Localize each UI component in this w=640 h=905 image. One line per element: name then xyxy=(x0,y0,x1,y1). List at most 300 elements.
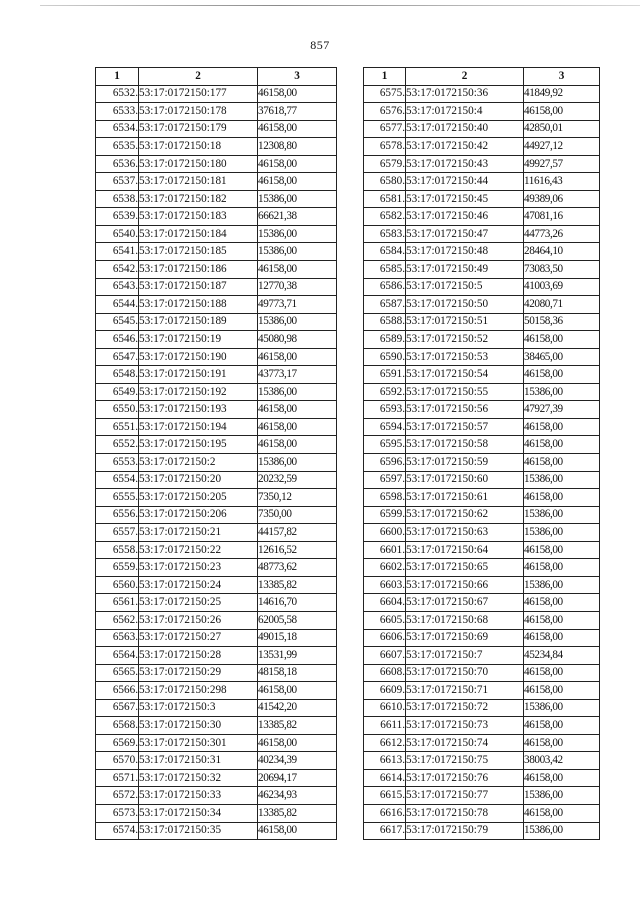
table-row xyxy=(96,331,337,349)
cadastral-value: 46158,00 xyxy=(524,769,600,787)
row-number: 6565. xyxy=(96,664,139,682)
row-number: 6574. xyxy=(96,822,139,840)
row-number: 6613. xyxy=(364,752,406,770)
cadastral-value: 13385,82 xyxy=(258,804,337,822)
cadastral-value: 41849,92 xyxy=(524,85,600,103)
cadastral-value: 47927,39 xyxy=(524,401,600,419)
row-number: 6585. xyxy=(364,261,406,279)
cadastral-number: 53:17:0172150:59 xyxy=(406,454,524,472)
cadastral-value: 46158,00 xyxy=(258,436,337,454)
left-table xyxy=(95,67,337,840)
cadastral-value: 15386,00 xyxy=(524,576,600,594)
table-row xyxy=(96,454,337,472)
cadastral-value: 44157,82 xyxy=(258,524,337,542)
table-row xyxy=(96,717,337,735)
table-row xyxy=(364,348,600,366)
cadastral-number: 53:17:0172150:29 xyxy=(139,664,258,682)
table-row xyxy=(364,717,600,735)
cadastral-number: 53:17:0172150:195 xyxy=(139,436,258,454)
cadastral-number: 53:17:0172150:25 xyxy=(139,594,258,612)
cadastral-number: 53:17:0172150:56 xyxy=(406,401,524,419)
table-row xyxy=(364,822,600,840)
cadastral-value: 15386,00 xyxy=(258,243,337,261)
cadastral-number: 53:17:0172150:177 xyxy=(139,85,258,103)
cadastral-number: 53:17:0172150:65 xyxy=(406,559,524,577)
table-row xyxy=(364,383,600,401)
row-number: 6572. xyxy=(96,787,139,805)
row-number: 6570. xyxy=(96,752,139,770)
row-number: 6595. xyxy=(364,436,406,454)
row-number: 6537. xyxy=(96,173,139,191)
table-row xyxy=(364,155,600,173)
cadastral-number: 53:17:0172150:71 xyxy=(406,682,524,700)
cadastral-value: 20694,17 xyxy=(258,769,337,787)
table-row xyxy=(96,418,337,436)
cadastral-value: 12308,80 xyxy=(258,138,337,156)
cadastral-number: 53:17:0172150:63 xyxy=(406,524,524,542)
table-row xyxy=(364,331,600,349)
column-header-cadastral-number: 2 xyxy=(139,68,258,86)
row-number: 6584. xyxy=(364,243,406,261)
cadastral-number: 53:17:0172150:78 xyxy=(406,804,524,822)
cadastral-value: 50158,36 xyxy=(524,313,600,331)
cadastral-value: 46158,00 xyxy=(524,559,600,577)
cadastral-value: 48158,18 xyxy=(258,664,337,682)
page-number: 857 xyxy=(310,38,330,52)
table-row xyxy=(96,471,337,489)
cadastral-value: 15386,00 xyxy=(258,313,337,331)
table-row xyxy=(96,173,337,191)
row-number: 6569. xyxy=(96,734,139,752)
right-table-header xyxy=(364,68,600,86)
row-number: 6612. xyxy=(364,734,406,752)
table-row xyxy=(96,594,337,612)
row-number: 6564. xyxy=(96,647,139,665)
table-row xyxy=(96,506,337,524)
row-number: 6603. xyxy=(364,576,406,594)
cadastral-value: 46158,00 xyxy=(524,436,600,454)
table-row xyxy=(364,752,600,770)
row-number: 6535. xyxy=(96,138,139,156)
cadastral-number: 53:17:0172150:184 xyxy=(139,225,258,243)
table-row xyxy=(96,664,337,682)
left-table-body xyxy=(96,85,337,840)
cadastral-number: 53:17:0172150:61 xyxy=(406,489,524,507)
table-row xyxy=(364,594,600,612)
cadastral-number: 53:17:0172150:57 xyxy=(406,418,524,436)
cadastral-number: 53:17:0172150:62 xyxy=(406,506,524,524)
row-number: 6539. xyxy=(96,208,139,226)
table-row xyxy=(96,804,337,822)
row-number: 6591. xyxy=(364,366,406,384)
row-number: 6581. xyxy=(364,190,406,208)
cadastral-value: 66621,38 xyxy=(258,208,337,226)
row-number: 6608. xyxy=(364,664,406,682)
cadastral-number: 53:17:0172150:73 xyxy=(406,717,524,735)
column-header-cadastral-number: 2 xyxy=(406,68,524,86)
row-number: 6547. xyxy=(96,348,139,366)
cadastral-number: 53:17:0172150:70 xyxy=(406,664,524,682)
row-number: 6561. xyxy=(96,594,139,612)
cadastral-number: 53:17:0172150:194 xyxy=(139,418,258,436)
row-number: 6597. xyxy=(364,471,406,489)
table-row xyxy=(96,225,337,243)
table-row xyxy=(364,524,600,542)
cadastral-number: 53:17:0172150:20 xyxy=(139,471,258,489)
table-row xyxy=(364,576,600,594)
row-number: 6579. xyxy=(364,155,406,173)
row-number: 6548. xyxy=(96,366,139,384)
cadastral-value: 46158,00 xyxy=(524,804,600,822)
table-row xyxy=(364,436,600,454)
table-row xyxy=(96,629,337,647)
table-row xyxy=(364,489,600,507)
cadastral-number: 53:17:0172150:21 xyxy=(139,524,258,542)
cadastral-value: 46158,00 xyxy=(258,155,337,173)
cadastral-value: 46158,00 xyxy=(258,822,337,840)
table-row xyxy=(364,804,600,822)
cadastral-value: 46158,00 xyxy=(524,734,600,752)
cadastral-number: 53:17:0172150:180 xyxy=(139,155,258,173)
table-row xyxy=(96,559,337,577)
cadastral-number: 53:17:0172150:30 xyxy=(139,717,258,735)
row-number: 6598. xyxy=(364,489,406,507)
row-number: 6577. xyxy=(364,120,406,138)
cadastral-value: 12616,52 xyxy=(258,541,337,559)
row-number: 6599. xyxy=(364,506,406,524)
cadastral-value: 13385,82 xyxy=(258,576,337,594)
cadastral-value: 49927,57 xyxy=(524,155,600,173)
table-row xyxy=(364,734,600,752)
cadastral-value: 46158,00 xyxy=(258,173,337,191)
cadastral-number: 53:17:0172150:44 xyxy=(406,173,524,191)
row-number: 6600. xyxy=(364,524,406,542)
row-number: 6546. xyxy=(96,331,139,349)
row-number: 6605. xyxy=(364,611,406,629)
cadastral-value: 46158,00 xyxy=(524,717,600,735)
cadastral-value: 43773,17 xyxy=(258,366,337,384)
row-number: 6556. xyxy=(96,506,139,524)
cadastral-number: 53:17:0172150:23 xyxy=(139,559,258,577)
cadastral-value: 46158,00 xyxy=(524,331,600,349)
cadastral-value: 7350,00 xyxy=(258,506,337,524)
column-header-number: 1 xyxy=(96,68,139,86)
row-number: 6567. xyxy=(96,699,139,717)
cadastral-value: 49389,06 xyxy=(524,190,600,208)
table-row xyxy=(96,278,337,296)
table-row xyxy=(364,243,600,261)
cadastral-number: 53:17:0172150:205 xyxy=(139,489,258,507)
cadastral-value: 48773,62 xyxy=(258,559,337,577)
table-row xyxy=(96,366,337,384)
row-number: 6543. xyxy=(96,278,139,296)
row-number: 6590. xyxy=(364,348,406,366)
cadastral-number: 53:17:0172150:35 xyxy=(139,822,258,840)
table-row xyxy=(96,348,337,366)
table-row xyxy=(364,506,600,524)
table-row xyxy=(364,699,600,717)
cadastral-number: 53:17:0172150:26 xyxy=(139,611,258,629)
cadastral-number: 53:17:0172150:58 xyxy=(406,436,524,454)
table-row xyxy=(364,629,600,647)
cadastral-value: 15386,00 xyxy=(258,190,337,208)
cadastral-number: 53:17:0172150:301 xyxy=(139,734,258,752)
table-row xyxy=(364,366,600,384)
cadastral-value: 7350,12 xyxy=(258,489,337,507)
cadastral-number: 53:17:0172150:18 xyxy=(139,138,258,156)
table-row xyxy=(364,787,600,805)
table-row xyxy=(364,208,600,226)
row-number: 6540. xyxy=(96,225,139,243)
cadastral-value: 38003,42 xyxy=(524,752,600,770)
table-row xyxy=(96,541,337,559)
cadastral-value: 49773,71 xyxy=(258,296,337,314)
row-number: 6554. xyxy=(96,471,139,489)
cadastral-number: 53:17:0172150:3 xyxy=(139,699,258,717)
cadastral-value: 46158,00 xyxy=(524,682,600,700)
cadastral-value: 15386,00 xyxy=(524,524,600,542)
table-row xyxy=(364,278,600,296)
row-number: 6588. xyxy=(364,313,406,331)
table-row xyxy=(96,787,337,805)
row-number: 6534. xyxy=(96,120,139,138)
row-number: 6582. xyxy=(364,208,406,226)
cadastral-value: 37618,77 xyxy=(258,103,337,121)
cadastral-value: 73083,50 xyxy=(524,261,600,279)
row-number: 6580. xyxy=(364,173,406,191)
cadastral-value: 46158,00 xyxy=(524,594,600,612)
cadastral-number: 53:17:0172150:76 xyxy=(406,769,524,787)
table-row xyxy=(96,401,337,419)
right-table xyxy=(363,67,600,840)
column-header-value: 3 xyxy=(524,68,600,86)
cadastral-number: 53:17:0172150:188 xyxy=(139,296,258,314)
scan-edge-line xyxy=(40,5,640,6)
row-number: 6571. xyxy=(96,769,139,787)
row-number: 6609. xyxy=(364,682,406,700)
cadastral-value: 15386,00 xyxy=(524,383,600,401)
cadastral-value: 46158,00 xyxy=(258,682,337,700)
cadastral-value: 13531,99 xyxy=(258,647,337,665)
table-row xyxy=(364,418,600,436)
table-row xyxy=(96,261,337,279)
cadastral-number: 53:17:0172150:193 xyxy=(139,401,258,419)
cadastral-number: 53:17:0172150:50 xyxy=(406,296,524,314)
row-number: 6606. xyxy=(364,629,406,647)
row-number: 6559. xyxy=(96,559,139,577)
row-number: 6550. xyxy=(96,401,139,419)
cadastral-value: 44927,12 xyxy=(524,138,600,156)
table-row xyxy=(96,611,337,629)
cadastral-number: 53:17:0172150:72 xyxy=(406,699,524,717)
row-number: 6555. xyxy=(96,489,139,507)
row-number: 6604. xyxy=(364,594,406,612)
row-number: 6575. xyxy=(364,85,406,103)
cadastral-number: 53:17:0172150:68 xyxy=(406,611,524,629)
row-number: 6578. xyxy=(364,138,406,156)
table-row xyxy=(364,138,600,156)
table-row xyxy=(96,85,337,103)
table-row xyxy=(364,103,600,121)
row-number: 6568. xyxy=(96,717,139,735)
row-number: 6610. xyxy=(364,699,406,717)
row-number: 6557. xyxy=(96,524,139,542)
cadastral-value: 42850,01 xyxy=(524,120,600,138)
cadastral-value: 46158,00 xyxy=(524,489,600,507)
cadastral-value: 13385,82 xyxy=(258,717,337,735)
cadastral-value: 46158,00 xyxy=(524,664,600,682)
cadastral-value: 62005,58 xyxy=(258,611,337,629)
row-number: 6617. xyxy=(364,822,406,840)
table-row xyxy=(364,313,600,331)
row-number: 6583. xyxy=(364,225,406,243)
row-number: 6533. xyxy=(96,103,139,121)
cadastral-number: 53:17:0172150:183 xyxy=(139,208,258,226)
cadastral-number: 53:17:0172150:190 xyxy=(139,348,258,366)
cadastral-number: 53:17:0172150:186 xyxy=(139,261,258,279)
cadastral-number: 53:17:0172150:79 xyxy=(406,822,524,840)
table-row xyxy=(96,155,337,173)
cadastral-value: 15386,00 xyxy=(524,787,600,805)
cadastral-value: 45234,84 xyxy=(524,647,600,665)
cadastral-number: 53:17:0172150:42 xyxy=(406,138,524,156)
cadastral-number: 53:17:0172150:48 xyxy=(406,243,524,261)
row-number: 6614. xyxy=(364,769,406,787)
row-number: 6541. xyxy=(96,243,139,261)
row-number: 6545. xyxy=(96,313,139,331)
table-row xyxy=(96,383,337,401)
table-row xyxy=(96,752,337,770)
table-row xyxy=(96,734,337,752)
table-row xyxy=(364,454,600,472)
cadastral-value: 46158,00 xyxy=(524,611,600,629)
table-row xyxy=(96,190,337,208)
table-row xyxy=(364,471,600,489)
row-number: 6576. xyxy=(364,103,406,121)
cadastral-number: 53:17:0172150:4 xyxy=(406,103,524,121)
cadastral-number: 53:17:0172150:52 xyxy=(406,331,524,349)
cadastral-number: 53:17:0172150:33 xyxy=(139,787,258,805)
row-number: 6552. xyxy=(96,436,139,454)
table-row xyxy=(364,85,600,103)
cadastral-number: 53:17:0172150:22 xyxy=(139,541,258,559)
cadastral-value: 46158,00 xyxy=(258,261,337,279)
cadastral-value: 15386,00 xyxy=(524,471,600,489)
cadastral-value: 41003,69 xyxy=(524,278,600,296)
row-number: 6601. xyxy=(364,541,406,559)
table-row xyxy=(96,138,337,156)
row-number: 6607. xyxy=(364,647,406,665)
cadastral-value: 15386,00 xyxy=(524,699,600,717)
cadastral-number: 53:17:0172150:19 xyxy=(139,331,258,349)
cadastral-number: 53:17:0172150:45 xyxy=(406,190,524,208)
row-number: 6594. xyxy=(364,418,406,436)
row-number: 6586. xyxy=(364,278,406,296)
right-table-body xyxy=(364,85,600,840)
cadastral-value: 38465,00 xyxy=(524,348,600,366)
table-row xyxy=(364,682,600,700)
table-row xyxy=(364,190,600,208)
column-header-value: 3 xyxy=(258,68,337,86)
cadastral-number: 53:17:0172150:60 xyxy=(406,471,524,489)
row-number: 6560. xyxy=(96,576,139,594)
cadastral-number: 53:17:0172150:181 xyxy=(139,173,258,191)
cadastral-number: 53:17:0172150:40 xyxy=(406,120,524,138)
cadastral-value: 20232,59 xyxy=(258,471,337,489)
cadastral-number: 53:17:0172150:32 xyxy=(139,769,258,787)
row-number: 6553. xyxy=(96,454,139,472)
cadastral-number: 53:17:0172150:34 xyxy=(139,804,258,822)
cadastral-number: 53:17:0172150:77 xyxy=(406,787,524,805)
table-row xyxy=(96,296,337,314)
table-row xyxy=(96,120,337,138)
cadastral-number: 53:17:0172150:66 xyxy=(406,576,524,594)
cadastral-number: 53:17:0172150:178 xyxy=(139,103,258,121)
row-number: 6573. xyxy=(96,804,139,822)
cadastral-number: 53:17:0172150:192 xyxy=(139,383,258,401)
cadastral-number: 53:17:0172150:191 xyxy=(139,366,258,384)
row-number: 6602. xyxy=(364,559,406,577)
cadastral-number: 53:17:0172150:51 xyxy=(406,313,524,331)
table-row xyxy=(364,120,600,138)
row-number: 6532. xyxy=(96,85,139,103)
row-number: 6538. xyxy=(96,190,139,208)
cadastral-number: 53:17:0172150:189 xyxy=(139,313,258,331)
cadastral-value: 28464,10 xyxy=(524,243,600,261)
cadastral-value: 46158,00 xyxy=(258,418,337,436)
row-number: 6592. xyxy=(364,383,406,401)
table-row xyxy=(96,103,337,121)
table-row xyxy=(96,769,337,787)
column-header-number: 1 xyxy=(364,68,406,86)
table-row xyxy=(96,208,337,226)
cadastral-value: 15386,00 xyxy=(258,454,337,472)
table-row xyxy=(364,559,600,577)
cadastral-number: 53:17:0172150:182 xyxy=(139,190,258,208)
table-row xyxy=(364,173,600,191)
table-row xyxy=(364,664,600,682)
row-number: 6558. xyxy=(96,541,139,559)
cadastral-number: 53:17:0172150:7 xyxy=(406,647,524,665)
cadastral-value: 11616,43 xyxy=(524,173,600,191)
table-row xyxy=(96,524,337,542)
cadastral-value: 46158,00 xyxy=(524,541,600,559)
row-number: 6593. xyxy=(364,401,406,419)
cadastral-value: 47081,16 xyxy=(524,208,600,226)
cadastral-value: 46158,00 xyxy=(524,103,600,121)
table-row xyxy=(96,489,337,507)
table-row xyxy=(96,576,337,594)
row-number: 6544. xyxy=(96,296,139,314)
cadastral-value: 45080,98 xyxy=(258,331,337,349)
cadastral-value: 15386,00 xyxy=(524,822,600,840)
row-number: 6549. xyxy=(96,383,139,401)
cadastral-value: 14616,70 xyxy=(258,594,337,612)
row-number: 6562. xyxy=(96,611,139,629)
cadastral-number: 53:17:0172150:67 xyxy=(406,594,524,612)
cadastral-value: 15386,00 xyxy=(258,225,337,243)
cadastral-number: 53:17:0172150:55 xyxy=(406,383,524,401)
table-row xyxy=(364,296,600,314)
left-table-header xyxy=(96,68,337,86)
cadastral-number: 53:17:0172150:27 xyxy=(139,629,258,647)
cadastral-number: 53:17:0172150:185 xyxy=(139,243,258,261)
table-row xyxy=(96,436,337,454)
cadastral-number: 53:17:0172150:53 xyxy=(406,348,524,366)
table-row xyxy=(364,647,600,665)
cadastral-number: 53:17:0172150:75 xyxy=(406,752,524,770)
cadastral-number: 53:17:0172150:49 xyxy=(406,261,524,279)
